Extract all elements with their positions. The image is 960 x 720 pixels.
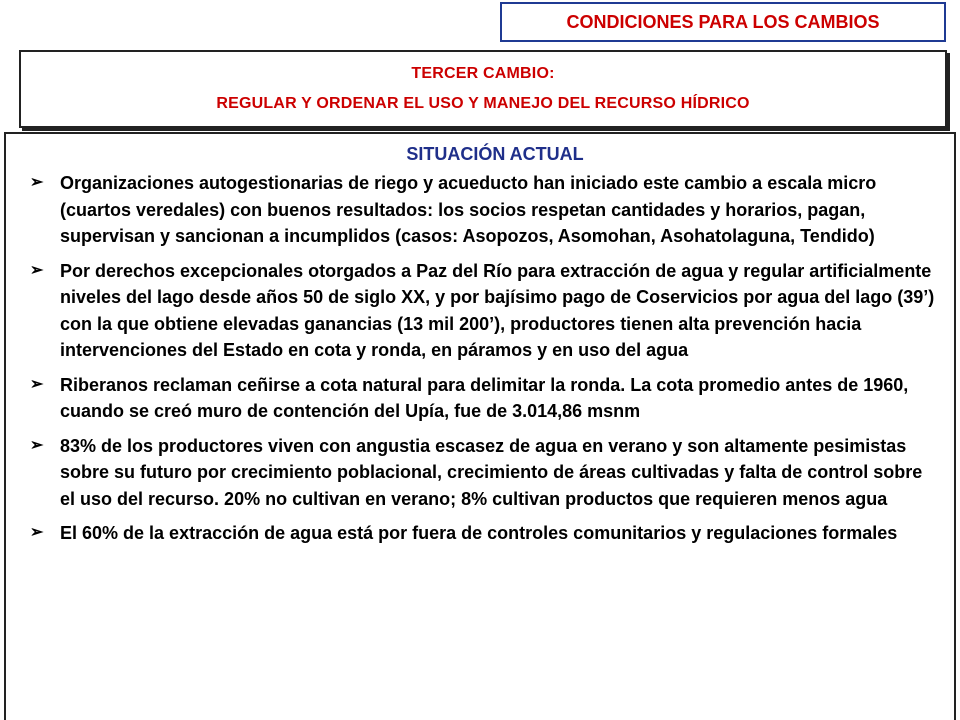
arrow-bullet-icon: ➢ (30, 174, 44, 191)
list-item (30, 372, 940, 425)
title-box (500, 2, 946, 42)
subtitle-box (19, 50, 947, 128)
bullet-text: Riberanos reclaman ceñirse a cota natural para delimitar la ronda. La cota promedio antes de 1960, cuando se creó muro de contención del Upía, fue de 3.014,86 msnm (60, 374, 909, 421)
bullet-list (30, 170, 940, 547)
bullet-text: Organizaciones autogestionarias de riego y acueducto han iniciado este cambio a escala micro (cuartos veredales) con buenos resultados: los socios respetan cantidades y horarios, pagan, supervisan y sancionan a incumplidos (casos: Asopozos, Asomohan, Asohatolaguna, Tendido) (60, 173, 877, 246)
content-box (4, 132, 956, 720)
bullet-text: El 60% de la extracción de agua está por fuera de controles comunitarios y regulaciones formales (60, 523, 898, 543)
arrow-bullet-icon: ➢ (30, 375, 44, 393)
arrow-bullet-icon: ➢ (30, 261, 44, 279)
arrow-bullet-icon: ➢ (30, 524, 44, 541)
subtitle-line-2: REGULAR Y ORDENAR EL USO Y MANEJO DEL RECURSO HÍDRICO (216, 95, 750, 112)
bullet-text: Por derechos excepcionales otorgados a Paz del Río para extracción de agua y regular artificialmente niveles del lago desde años 50 de siglo XX, y por bajísimo pago de Coservicios por agua del lago (39’) con la que obtiene elevadas ganancias (13 mil 200’), productores tienen alta prevención hacia intervenciones del Estado en cota y ronda, en páramos y en uso del agua (60, 260, 935, 360)
arrow-bullet-icon: ➢ (30, 436, 44, 454)
list-item (30, 520, 940, 547)
subtitle-line-1: TERCER CAMBIO: (411, 65, 555, 82)
list-item (30, 170, 940, 250)
list-item (30, 433, 940, 513)
list-item (30, 258, 940, 364)
slide-title: CONDICIONES PARA LOS CAMBIOS (566, 11, 880, 32)
bullet-text: 83% de los productores viven con angustia escasez de agua en verano y son altamente pesimistas sobre su futuro por crecimiento poblacional, crecimiento de áreas cultivadas y falta de control sobre el uso del recurso. 20% no cultivan en verano; 8% cultivan productos que requieren menos agua (60, 435, 923, 509)
section-heading: SITUACIÓN ACTUAL (406, 144, 584, 164)
